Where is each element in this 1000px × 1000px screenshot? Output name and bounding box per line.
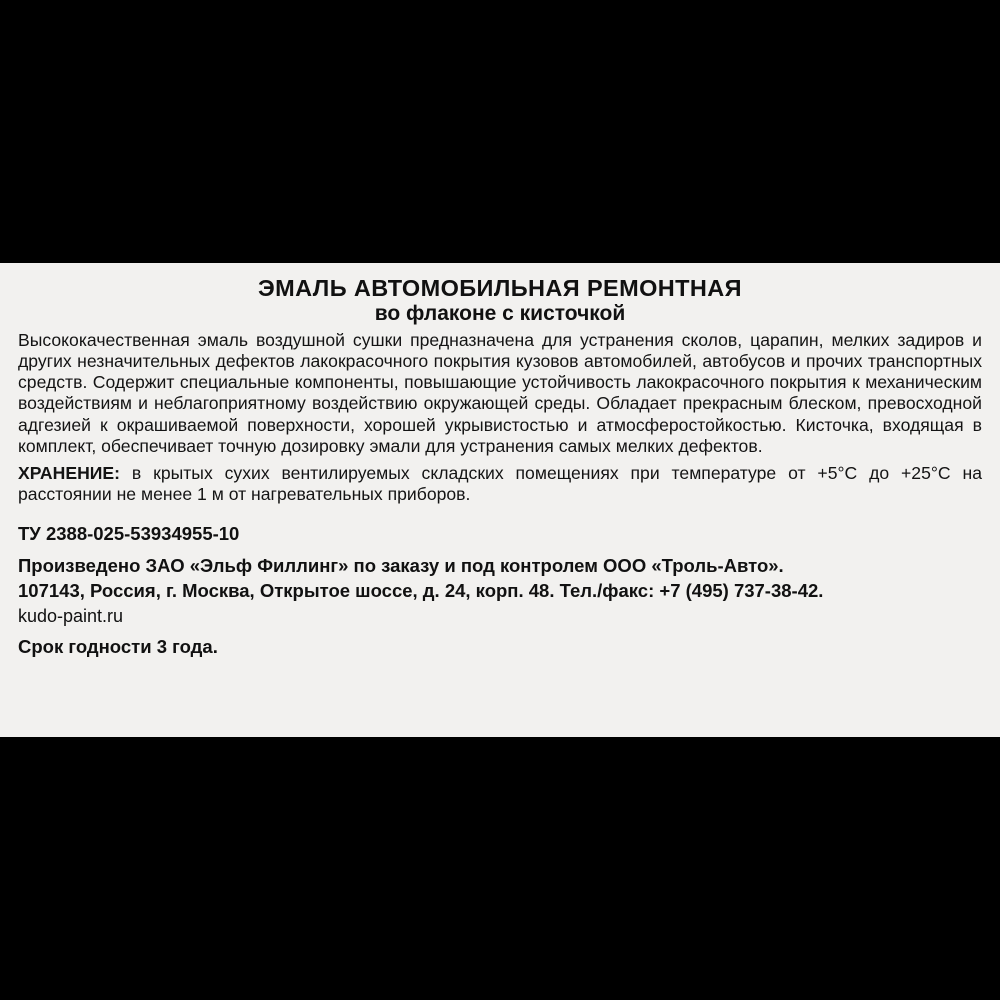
title-block	[18, 277, 982, 326]
storage-conditions	[18, 463, 982, 505]
shelf-life: Срок годности 3 года.	[18, 635, 218, 657]
storage-text: в крытых сухих вентилируемых складских помещениях при температуре от +5°C до +25°C на расстоянии не менее 1 м от нагревательных приборов.	[18, 462, 982, 504]
label-panel	[0, 263, 1000, 737]
storage-label: ХРАНЕНИЕ:	[18, 462, 121, 483]
product-title: ЭМАЛЬ АВТОМОБИЛЬНАЯ РЕМОНТНАЯ	[258, 275, 742, 301]
website-url: kudo-paint.ru	[18, 606, 124, 627]
product-subtitle: во флаконе с кисточкой	[374, 301, 626, 325]
technical-spec-code: ТУ 2388-025-53934955-10	[18, 522, 240, 544]
manufacturer-line: Произведено ЗАО «Эльф Филлинг» по заказу и под контролем ООО «Троль-Авто».	[18, 554, 784, 576]
manufacturer-address: 107143, Россия, г. Москва, Открытое шоссе, д. 24, корп. 48. Тел./факс: +7 (495) 737-38-42.	[18, 579, 824, 601]
product-description: Высококачественная эмаль воздушной сушки предназначена для устранения сколов, царапин, мелких задиров и других незначительных дефектов лакокрасочного покрытия кузовов автомобилей, автобусов и прочих транспортных средств. Содержит специальные компоненты, повышающие устойчивость лакокрасочного покрытия к механическим воздействиям и неблагоприятному воздействию окружающей среды. Обладает прекрасным блеском, превосходной адгезией к окрашиваемой поверхности, хорошей укрывистостью и атмосферостойкостью. Кисточка, входящая в комплект, обеспечивает точную дозировку эмали для устранения самых мелких дефектов.	[18, 330, 982, 456]
